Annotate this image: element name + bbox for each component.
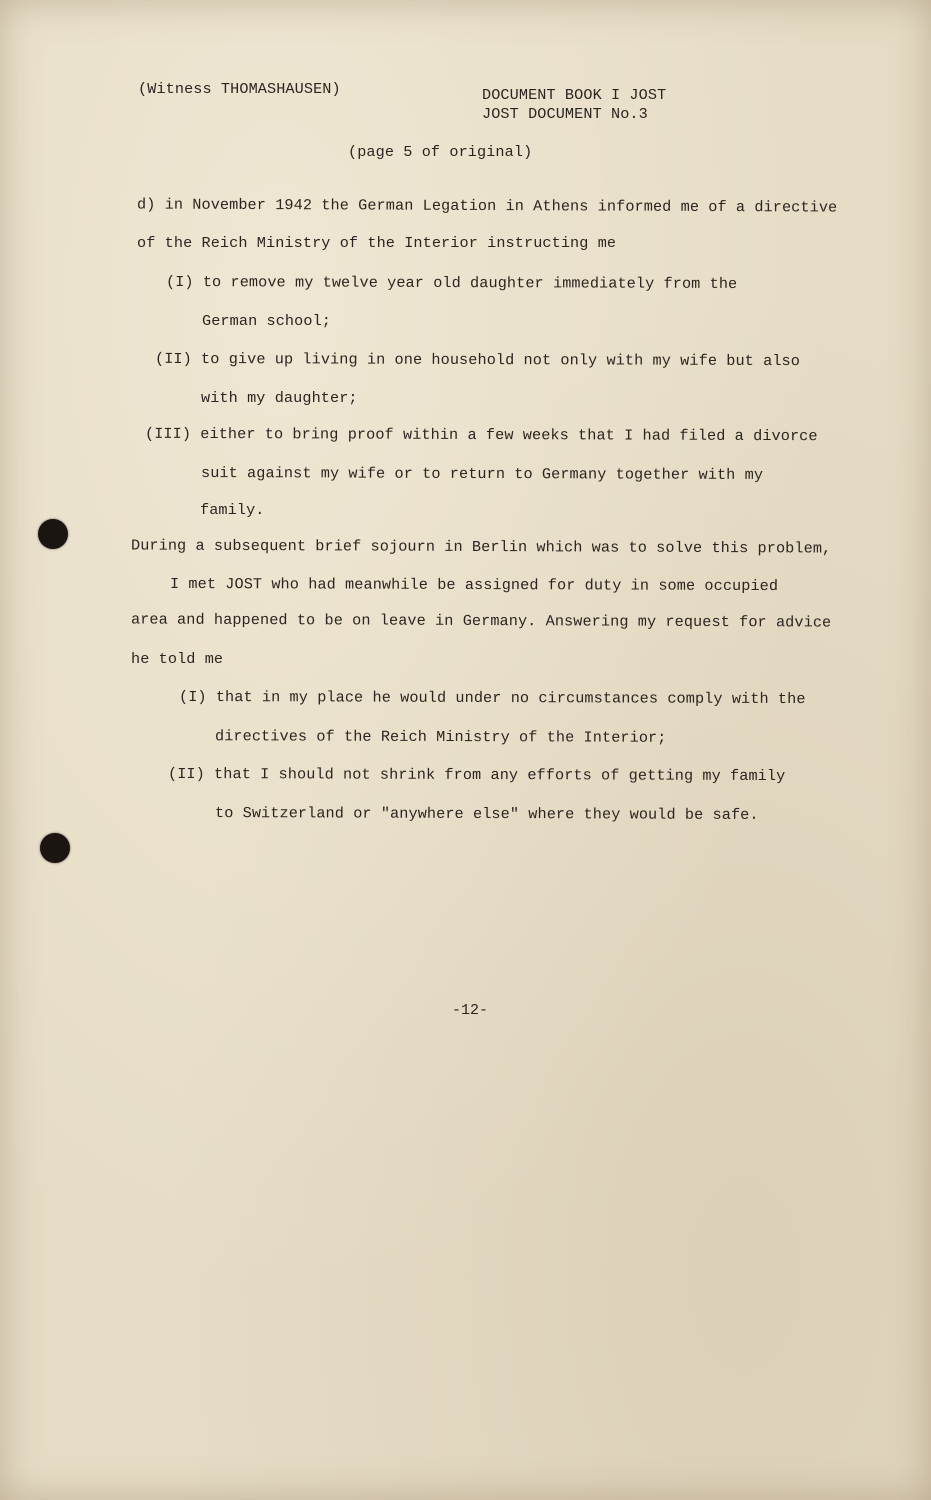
body-line: (II) that I should not shrink from any efforts of getting my family [167, 764, 786, 786]
body-line: of the Reich Ministry of the Interior instructing me [137, 234, 617, 252]
body-line: (I) that in my place he would under no circumstances comply with the [178, 687, 806, 709]
body-line: he told me [131, 650, 224, 668]
body-line: I met JOST who had meanwhile be assigned for duty in some occupied [169, 574, 779, 596]
witness-header: (Witness THOMASHAUSEN) [138, 80, 341, 98]
page-reference: (page 5 of original) [348, 143, 533, 161]
body-line: area and happened to be on leave in Germany. Answering my request for advice [130, 610, 832, 632]
body-line: d) in November 1942 the German Legation in Athens informed me of a directive [136, 195, 838, 217]
body-line: suit against my wife or to return to Germany together with my [200, 464, 764, 484]
body-line: (II) to give up living in one household not only with my wife but also [154, 349, 801, 371]
punch-hole [38, 519, 68, 549]
body-line: (I) to remove my twelve year old daughter immediately from the [165, 273, 738, 293]
page-number: -12- [452, 1002, 489, 1019]
punch-hole [40, 833, 70, 863]
body-line: German school; [202, 312, 331, 330]
document-number-header: JOST DOCUMENT No.3 [482, 105, 648, 123]
body-line: family. [200, 501, 265, 519]
body-line: with my daughter; [201, 389, 358, 407]
document-book-header: DOCUMENT BOOK I JOST [482, 86, 667, 104]
body-line: to Switzerland or "anywhere else" where they would be safe. [214, 804, 759, 824]
body-line: directives of the Reich Ministry of the Interior; [214, 727, 667, 747]
body-line: During a subsequent brief sojourn in Berlin which was to solve this problem, [130, 536, 832, 558]
body-line: (III) either to bring proof within a few weeks that I had filed a divorce [144, 424, 818, 446]
